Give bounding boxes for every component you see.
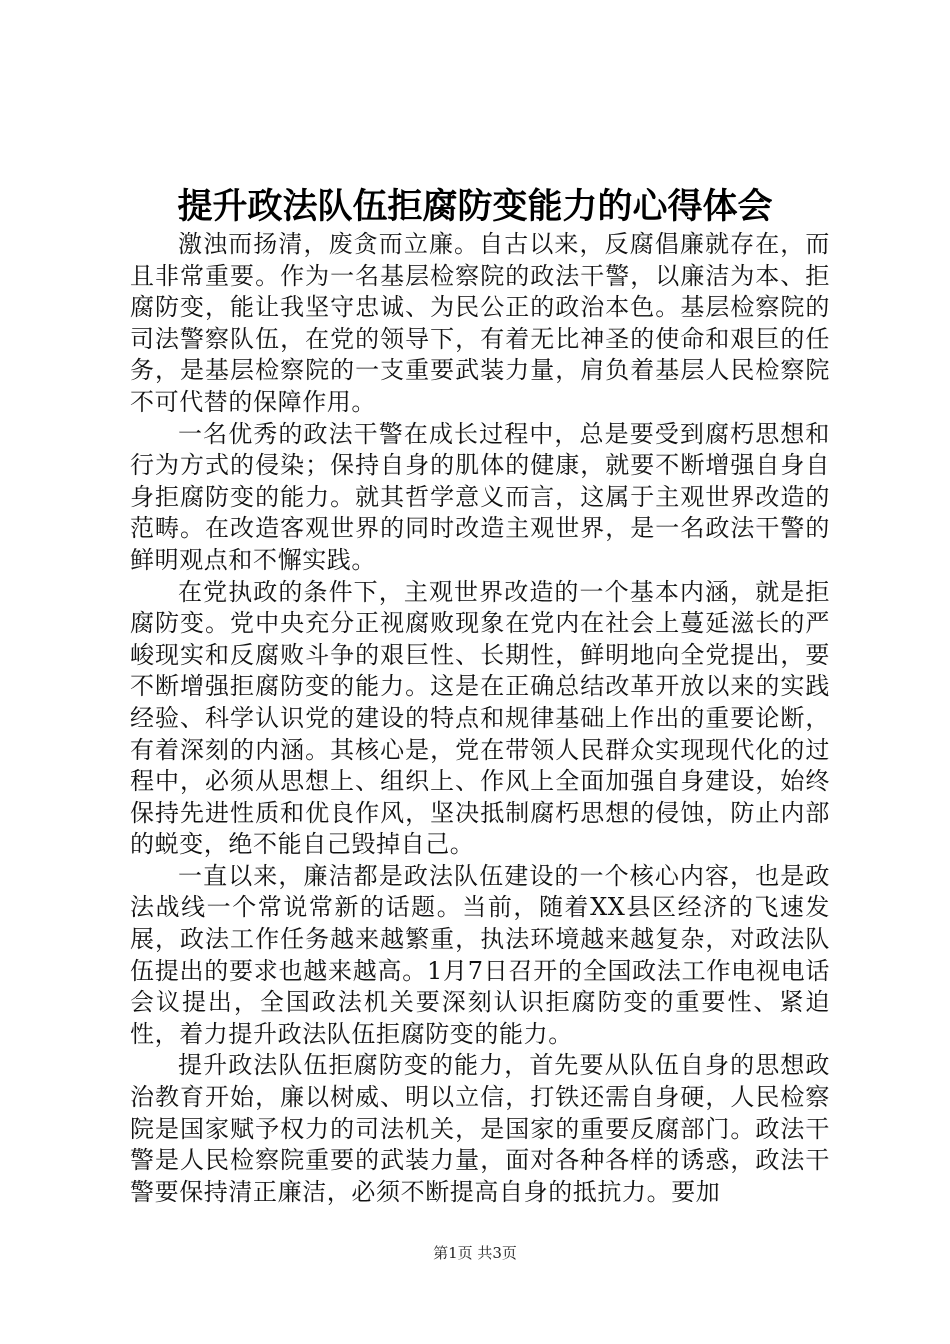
paragraph-4: 一直以来，廉洁都是政法队伍建设的一个核心内容，也是政法战线一个常说常新的话题。当前，随着XX县区经济的飞速发展，政法工作任务越来越繁重，执法环境越来越复杂，对政法队伍提出的要求也越来越高。1月7日召开的全国政法工作电视电话会议提出，全国政法机关要深刻认识拒腐防变的重要性、紧迫性，着力提升政法队伍拒腐防变的能力。 — [130, 861, 830, 1048]
paragraph-3: 在党执政的条件下，主观世界改造的一个基本内涵，就是拒腐防变。党中央充分正视腐败现象在党内在社会上蔓延滋长的严峻现实和反腐败斗争的艰巨性、长期性，鲜明地向全党提出，要不断增强拒腐防变的能力。这是在正确总结改革开放以来的实践经验、科学认识党的建设的特点和规律基础上作出的重要论断，有着深刻的内涵。其核心是，党在带领人民群众实现现代化的过程中，必须从思想上、组织上、作风上全面加强自身建设，始终保持先进性质和优良作风，坚决抵制腐朽思想的侵蚀，防止内部的蜕变，绝不能自己毁掉自己。 — [130, 577, 830, 859]
paragraph-2: 一名优秀的政法干警在成长过程中，总是要受到腐朽思想和行为方式的侵染；保持自身的肌体的健康，就要不断增强自身自身拒腐防变的能力。就其哲学意义而言，这属于主观世界改造的范畴。在改造客观世界的同时改造主观世界，是一名政法干警的鲜明观点和不懈实践。 — [130, 419, 830, 574]
document-title: 提升政法队伍拒腐防变能力的心得体会 — [177, 187, 773, 227]
document-body — [130, 229, 830, 1208]
paragraph-5: 提升政法队伍拒腐防变的能力，首先要从队伍自身的思想政治教育开始，廉以树威、明以立信，打铁还需自身硬，人民检察院是国家赋予权力的司法机关，是国家的重要反腐部门。政法干警是人民检察院重要的武装力量，面对各种各样的诱惑，政法干警要保持清正廉洁，必须不断提高自身的抵抗力。要加 — [130, 1051, 830, 1206]
page-number-footer: 第1页 共3页 — [433, 1244, 517, 1262]
paragraph-1: 激浊而扬清，废贪而立廉。自古以来，反腐倡廉就存在，而且非常重要。作为一名基层检察院的政法干警，以廉洁为本、拒腐防变，能让我坚守忠诚、为民公正的政治本色。基层检察院的司法警察队伍，在党的领导下，有着无比神圣的使命和艰巨的任务，是基层检察院的一支重要武装力量，肩负着基层人民检察院不可代替的保障作用。 — [130, 230, 830, 416]
